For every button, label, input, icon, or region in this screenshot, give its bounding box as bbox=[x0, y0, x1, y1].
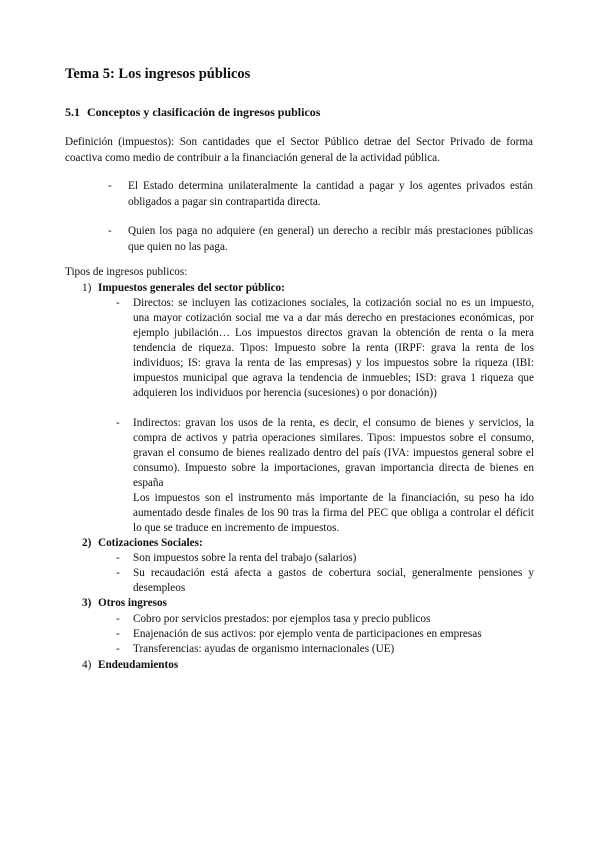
list-item bbox=[116, 416, 534, 536]
list-item-text: Su recaudación está afecta a gastos de cobertura social, generalmente pensiones y desempleos bbox=[133, 567, 534, 594]
group-number: 3) bbox=[82, 597, 92, 609]
list-item bbox=[116, 642, 534, 657]
bullet-item bbox=[108, 179, 533, 210]
list-item bbox=[116, 612, 534, 627]
bullet-item bbox=[108, 224, 533, 255]
group-number: 2) bbox=[82, 537, 92, 549]
group-title: Endeudamientos bbox=[98, 659, 179, 671]
group-number: 4) bbox=[82, 659, 92, 671]
group-title: Cotizaciones Sociales: bbox=[98, 537, 203, 549]
dash-marker: - bbox=[116, 417, 120, 429]
group-number: 1) bbox=[82, 282, 92, 294]
dash-marker: - bbox=[116, 297, 120, 309]
section-heading bbox=[65, 105, 320, 120]
group-title: Otros ingresos bbox=[98, 597, 167, 609]
list-item bbox=[116, 627, 534, 642]
list-item bbox=[116, 551, 534, 566]
group-title: Impuestos generales del sector público: bbox=[98, 282, 285, 294]
section-title: Conceptos y clasificación de ingresos publicos bbox=[87, 105, 321, 119]
dash-marker: - bbox=[116, 628, 120, 640]
bullet-text: El Estado determina unilateralmente la cantidad a pagar y los agentes privados están obligados a pagar sin contrapartida directa. bbox=[128, 180, 533, 208]
group-heading bbox=[82, 596, 167, 611]
list-item bbox=[116, 566, 534, 596]
dash-marker: - bbox=[108, 180, 112, 192]
dash-marker: - bbox=[116, 552, 120, 564]
group-heading bbox=[82, 658, 178, 673]
list-item-text: Enajenación de sus activos: por ejemplo venta de participaciones en empresas bbox=[133, 628, 482, 640]
page-title: Tema 5: Los ingresos públicos bbox=[65, 66, 251, 82]
list-item-text: Indirectos: gravan los usos de la renta, es decir, el consumo de bienes y servicios, la compra de activos y patria operaciones similares. Tipos: impuestos sobre el consumo, gravan el consumo de bienes realizado dentro del país (IVA: impuestos general sobre el consumo). Impuesto sobre la importaciones, gravan importancia directa de bienes en españa bbox=[133, 417, 534, 489]
list-item-text: Cobro por servicios prestados: por ejemplos tasa y precio publicos bbox=[133, 613, 431, 625]
list-item-text: Directos: se incluyen las cotizaciones sociales, la cotización social no es un impuesto, una mayor cotización social me va a dar más derecho en prestaciones económicas, por ejemplo jubilación… Los impuestos directos gravan la obtención de renta o la mera tendencia de riqueza. Tipos: Impuesto sobre la renta (IRPF: grava la renta de los individuos; IS: grava la renta de las empresas) y los impuestos sobre la riqueza (IBI: impuestos municipal que agrava la tendencia de inmuebles; ISD: grava 1 riqueza que adquieren los individuos por herencia (sucesiones) o por donación)) bbox=[133, 297, 534, 399]
dash-marker: - bbox=[116, 613, 120, 625]
group-heading bbox=[82, 536, 203, 551]
list-item-text: Son impuestos sobre la renta del trabajo (salarios) bbox=[133, 552, 357, 564]
dash-marker: - bbox=[116, 643, 120, 655]
types-intro: Tipos de ingresos publicos: bbox=[65, 266, 188, 278]
section-number: 5.1 bbox=[65, 105, 80, 119]
dash-marker: - bbox=[108, 225, 112, 237]
definition-paragraph: Definición (impuestos): Son cantidades que el Sector Público detrae del Sector Privado de forma coactiva como medio de contribuir a la financiación general de la actividad pública. bbox=[65, 136, 533, 164]
dash-marker: - bbox=[116, 567, 120, 579]
list-item-text: Transferencias: ayudas de organismo internacionales (UE) bbox=[133, 643, 395, 655]
group-heading bbox=[82, 281, 285, 296]
bullet-text: Quien los paga no adquiere (en general) un derecho a recibir más prestaciones públicas que quien no las paga. bbox=[128, 225, 533, 253]
list-item-note: Los impuestos son el instrumento más importante de la financiación, su peso ha ido aumentado desde finales de los 90 tras la firma del PEC que obliga a controlar el déficit lo que se traduce en incremento de impuestos. bbox=[133, 492, 534, 534]
list-item bbox=[116, 296, 534, 401]
